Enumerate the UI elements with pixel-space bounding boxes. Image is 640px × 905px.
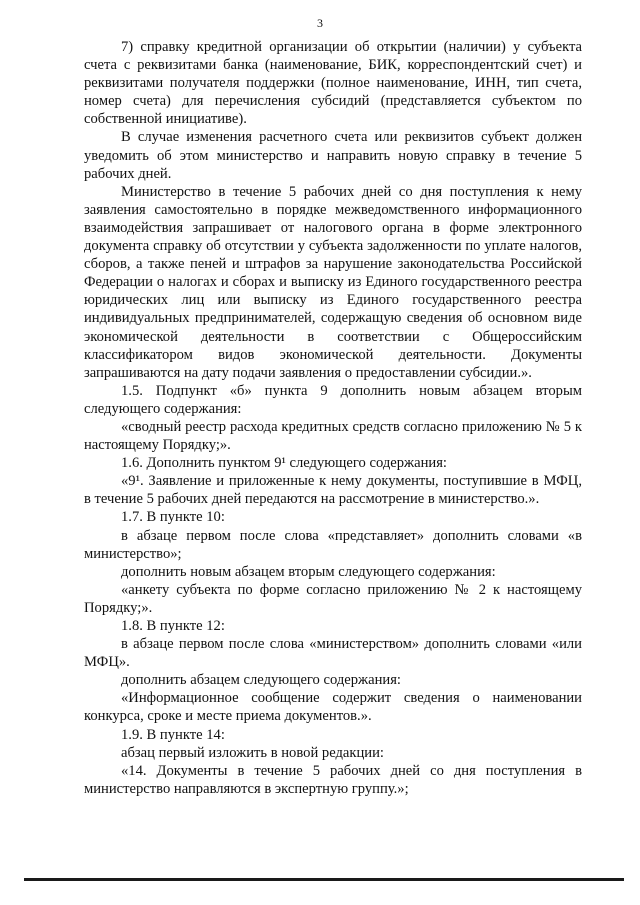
paragraph: 1.6. Дополнить пунктом 9¹ следующего содержания:	[121, 455, 447, 472]
paragraph: В случае изменения расчетного счета или реквизитов субъект должен уведомить об этом министерство и направить новую справку в течение 5 рабочих дней.	[84, 129, 582, 182]
paragraph: «сводный реестр расхода кредитных средств согласно приложению № 5 к настоящему Порядку;».	[84, 418, 582, 454]
paragraph: в абзаце первом после слова «министерством» дополнить словами «или МФЦ».	[84, 636, 582, 671]
page-number: 3	[317, 16, 323, 30]
paragraph: дополнить абзацем следующего содержания:	[121, 672, 401, 689]
paragraph: 1.8. В пункте 12:	[121, 618, 225, 634]
paragraph: 1.9. В пункте 14:	[121, 726, 225, 743]
paragraph: 7) справку кредитной организации об открытии (наличии) у субъекта счета с реквизитами банка (наименование, БИК, корреспондентский счет) и реквизитами получателя поддержки (полное наименование, ИНН, тип счета, номер счета) для перечисления субсидий (представляется субъектом по собственной инициативе).	[84, 39, 582, 128]
paragraph: дополнить новым абзацем вторым следующего содержания:	[121, 563, 496, 580]
paragraph: абзац первый изложить в новой редакции:	[121, 744, 384, 761]
paragraph: 1.5. Подпункт «б» пункта 9 дополнить новым абзацем вторым следующего содержания:	[84, 382, 582, 417]
paragraph: «9¹. Заявление и приложенные к нему документы, поступившие в МФЦ, в течение 5 рабочих дней передаются на рассмотрение в министерство.».	[84, 473, 582, 508]
paragraph: «14. Документы в течение 5 рабочих дней со дня поступления в министерство направляются в экспертную группу.»;	[84, 762, 582, 797]
paragraph: «анкету субъекта по форме согласно приложению № 2 к настоящему Порядку;».	[84, 581, 582, 616]
paragraph: 1.7. В пункте 10:	[121, 509, 225, 526]
paragraph: Министерство в течение 5 рабочих дней со дня поступления к нему заявления самостоятельно в порядке межведомственного информационного взаимодействия запрашивает от налогового органа в форме электронного документа справку об отсутствии у субъекта задолженности по уплате налогов, сборов, а также пеней и штрафов за нарушение законодательства Российской Федерации о налогах и сборах и выписку из Единого государственного реестра юридических лиц или выписку из Единого государственного реестра индивидуальных предпринимателей, содержащую сведения об основном виде экономической деятельности в соответствии с Общероссийским классификатором видов экономической деятельности. Документы запрашиваются на дату подачи заявления о предоставлении субсидии.».	[84, 183, 582, 381]
paragraph: «Информационное сообщение содержит сведения о наименовании конкурса, сроке и месте приема документов.».	[84, 690, 582, 725]
document-body	[84, 38, 582, 798]
bottom-scan-rule	[24, 878, 624, 881]
paragraph: в абзаце первом после слова «представляет» дополнить словами «в министерство»;	[84, 527, 582, 562]
